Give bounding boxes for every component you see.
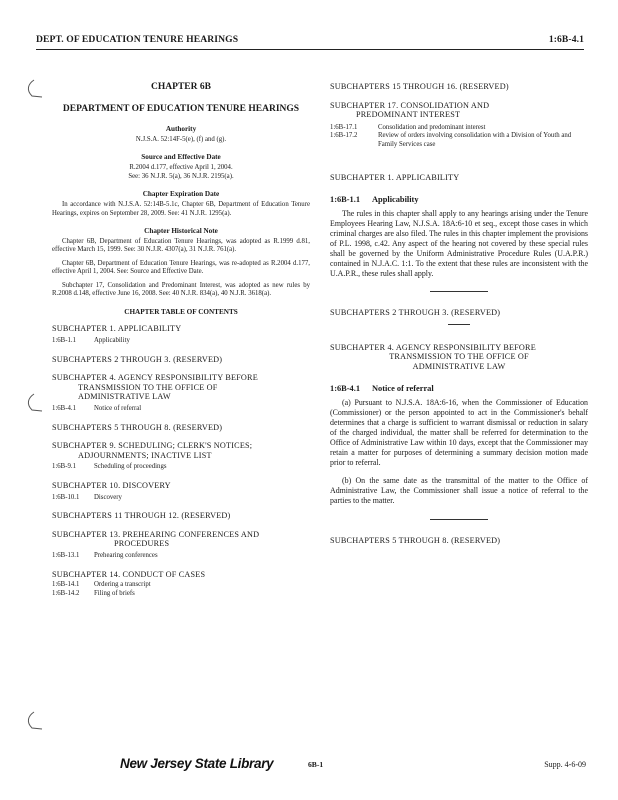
source-line-1: R.2004 d.177, effective April 1, 2004. <box>129 164 233 172</box>
toc-item-number: 1:6B-17.1 <box>330 123 358 131</box>
margin-mark-1 <box>22 78 46 100</box>
expiration-heading: Chapter Expiration Date <box>142 190 220 199</box>
toc-group <box>52 530 310 561</box>
toc-item-title: Consolidation and predominant interest <box>378 123 486 131</box>
toc-item[interactable] <box>52 463 310 472</box>
section-number: 1:6B-4.1 <box>330 383 361 393</box>
toc-item-number: 1:6B-14.2 <box>52 589 80 597</box>
toc-subchapter[interactable]: SUBCHAPTER 13. PREHEARING CONFERENCES AND <box>52 529 260 539</box>
toc-subchapter[interactable]: SUBCHAPTER 1. APPLICABILITY <box>52 324 182 334</box>
toc-heading: CHAPTER TABLE OF CONTENTS <box>124 308 238 317</box>
toc-group <box>52 423 310 433</box>
toc-item[interactable] <box>330 132 588 149</box>
toc-subchapter[interactable]: SUBCHAPTER 9. SCHEDULING; CLERK'S NOTICES; <box>52 441 253 451</box>
history-paragraph-3: Subchapter 17, Consolidation and Predominant Interest, was adopted as new rules by R.2008 d.148, effective June 16, 2008. See: 40 N.J.R. 834(a), 40 N.J.R. 3618(a). <box>52 281 310 298</box>
authority-heading: Authority <box>165 125 197 133</box>
section-heading <box>330 195 588 204</box>
toc-item[interactable] <box>52 590 310 599</box>
toc-item[interactable] <box>52 494 310 503</box>
toc-group <box>52 355 310 365</box>
authority-text: N.J.S.A. 52:14F-5(e), (f) and (g). <box>135 136 227 143</box>
subchapter-1-heading: SUBCHAPTER 1. APPLICABILITY <box>330 173 460 182</box>
toc-item-title: Discovery <box>94 493 122 501</box>
toc-item-number: 1:6B-10.1 <box>52 493 80 501</box>
supplement-date: Supp. 4-6-09 <box>544 760 586 769</box>
toc-item-number: 1:6B-13.1 <box>52 551 80 559</box>
toc-group <box>52 373 310 413</box>
toc-subchapter-cont: ADMINISTRATIVE LAW <box>78 392 171 402</box>
toc-subchapter[interactable]: SUBCHAPTER 10. DISCOVERY <box>52 481 171 490</box>
history-paragraph-2: Chapter 6B, Department of Education Tenure Hearings, was re-adopted as R.2004 d.177, effective April 1, 2004. See: Source and Effective Date. <box>52 259 310 276</box>
toc-item-number: 1:6B-4.1 <box>52 405 76 413</box>
history-block <box>52 227 310 298</box>
page-number: 6B-1 <box>308 760 324 769</box>
section-paragraph-b: (b) On the same date as the transmittal of the matter to the Office of Administrative Law, the Commissioner shall issue a notice of referral to the parties to the matter. <box>330 476 588 506</box>
section-heading <box>330 384 588 393</box>
source-heading: Source and Effective Date <box>141 153 221 162</box>
subchapter-17-heading: SUBCHAPTER 17. CONSOLIDATION AND <box>330 100 490 110</box>
toc-subchapter[interactable]: SUBCHAPTERS 5 THROUGH 8. (RESERVED) <box>52 422 223 432</box>
toc-item-title: Ordering a transcript <box>94 581 151 589</box>
chapter-title: CHAPTER 6B <box>151 82 211 92</box>
subchapters-15-16-heading: SUBCHAPTERS 15 THROUGH 16. (RESERVED) <box>330 82 509 91</box>
library-logo: New Jersey State Library <box>120 756 274 771</box>
history-heading: Chapter Historical Note <box>144 227 218 236</box>
authority-block <box>52 125 310 144</box>
section-title: Applicability <box>372 194 419 204</box>
margin-mark-2 <box>22 392 46 414</box>
toc-item[interactable] <box>52 337 310 346</box>
running-header <box>36 34 584 48</box>
toc-item-number: 1:6B-17.2 <box>330 132 358 140</box>
toc-item-title: Applicability <box>94 337 130 345</box>
subchapter-4-heading: SUBCHAPTER 4. AGENCY RESPONSIBILITY BEFORE <box>330 342 536 352</box>
margin-mark-3 <box>22 710 46 732</box>
source-line-2: See: 36 N.J.R. 5(a), 36 N.J.R. 2195(a). <box>128 172 234 180</box>
toc-group <box>52 481 310 502</box>
toc-item-title: Notice of referral <box>94 405 142 413</box>
toc-group <box>52 511 310 521</box>
toc-subchapter-cont: ADJOURNMENTS; INACTIVE LIST <box>78 450 212 460</box>
toc-group <box>52 570 310 599</box>
header-rule <box>36 49 584 50</box>
section-paragraph: The rules in this chapter shall apply to any hearings arising under the Tenure Employees Hearing Law, N.J.S.A. 18A:6-10 et seq., except those cases in which criminal charges are also filed. The rules in this chapter implement the provisions of P.L. 1998, c.42. Any aspect of the hearing not covered by these special rules shall be governed by the Uniform Administrative Procedure Rules (U.A.P.R.) contained in N.J.A.C. 1:1. To the extent that these rules are inconsistent with the U.A.P.R., these rules shall apply. <box>330 208 588 279</box>
section-divider <box>430 291 488 292</box>
subchapters-5-8-heading: SUBCHAPTERS 5 THROUGH 8. (RESERVED) <box>330 535 501 545</box>
section-paragraph-a: (a) Pursuant to N.J.S.A. 18A:6-16, when the Commissioner of Education (Commissioner) or the person appointed to act in the Commissioner's behalf determines that a charge is sufficient to warrant dismissal or reduction in salary of the charged individual, the matter shall be referred for determination to the Office of Administrative Law within 10 days, except that the Commissioner may retain a matter for purposes of determining a summary decision motion made prior to referral. <box>330 397 588 468</box>
toc-item-number: 1:6B-9.1 <box>52 463 76 471</box>
toc-subchapter[interactable]: SUBCHAPTER 4. AGENCY RESPONSIBILITY BEFORE <box>52 373 258 383</box>
section-number: 1:6B-1.1 <box>330 194 361 204</box>
subchapter-4-heading-cont: ADMINISTRATIVE LAW <box>412 362 506 372</box>
subchapter-17-heading-cont: PREDOMINANT INTEREST <box>356 110 461 120</box>
subchapters-2-3-heading: SUBCHAPTERS 2 THROUGH 3. (RESERVED) <box>330 308 501 318</box>
toc-item-title: Scheduling of proceedings <box>94 463 167 471</box>
history-paragraph-1: Chapter 6B, Department of Education Tenure Hearings, was adopted as R.1999 d.81, effective March 15, 1999. See: 30 N.J.R. 4307(a), 31 N.J.R. 761(a). <box>52 238 310 254</box>
toc-item-number: 1:6B-1.1 <box>52 337 76 345</box>
subchapter-4-heading-cont: TRANSMISSION TO THE OFFICE OF <box>389 352 529 362</box>
right-column <box>330 82 588 545</box>
source-block <box>52 153 310 181</box>
toc-subchapter-cont: TRANSMISSION TO THE OFFICE OF <box>78 382 218 392</box>
expiration-text: In accordance with N.J.S.A. 52:14B-5.1c, Chapter 6B, Department of Education Tenure Hearings, expires on September 28, 2009. See: 41 N.J.R. 1295(a). <box>52 201 310 217</box>
toc-subchapter-cont: PROCEDURES <box>114 539 170 549</box>
toc-item-title: Review of orders involving consolidation with a Division of Youth and Family Services case <box>378 132 572 148</box>
toc-group <box>52 324 310 345</box>
section-divider <box>430 519 488 520</box>
header-title: DEPT. OF EDUCATION TENURE HEARINGS <box>36 34 239 45</box>
toc-subchapter[interactable]: SUBCHAPTER 14. CONDUCT OF CASES <box>52 569 206 579</box>
toc-item-number: 1:6B-14.1 <box>52 581 80 589</box>
section-title: Notice of referral <box>372 383 434 393</box>
page-footer <box>0 756 618 778</box>
header-section: 1:6B-4.1 <box>548 34 584 45</box>
toc-item[interactable] <box>52 405 310 414</box>
left-column <box>52 82 310 607</box>
expiration-block <box>52 190 310 218</box>
toc-item[interactable] <box>52 581 310 590</box>
toc-item[interactable] <box>52 552 310 561</box>
toc-subchapter[interactable]: SUBCHAPTERS 11 THROUGH 12. (RESERVED) <box>52 511 231 521</box>
toc-group <box>52 441 310 472</box>
department-title: DEPARTMENT OF EDUCATION TENURE HEARINGS <box>62 104 300 114</box>
toc-item[interactable] <box>330 124 588 132</box>
toc-item-title: Prehearing conferences <box>94 551 158 559</box>
toc-subchapter[interactable]: SUBCHAPTERS 2 THROUGH 3. (RESERVED) <box>52 354 223 364</box>
table-of-contents <box>52 324 310 598</box>
toc-item-title: Filing of briefs <box>94 589 135 597</box>
section-divider-short <box>448 324 470 325</box>
